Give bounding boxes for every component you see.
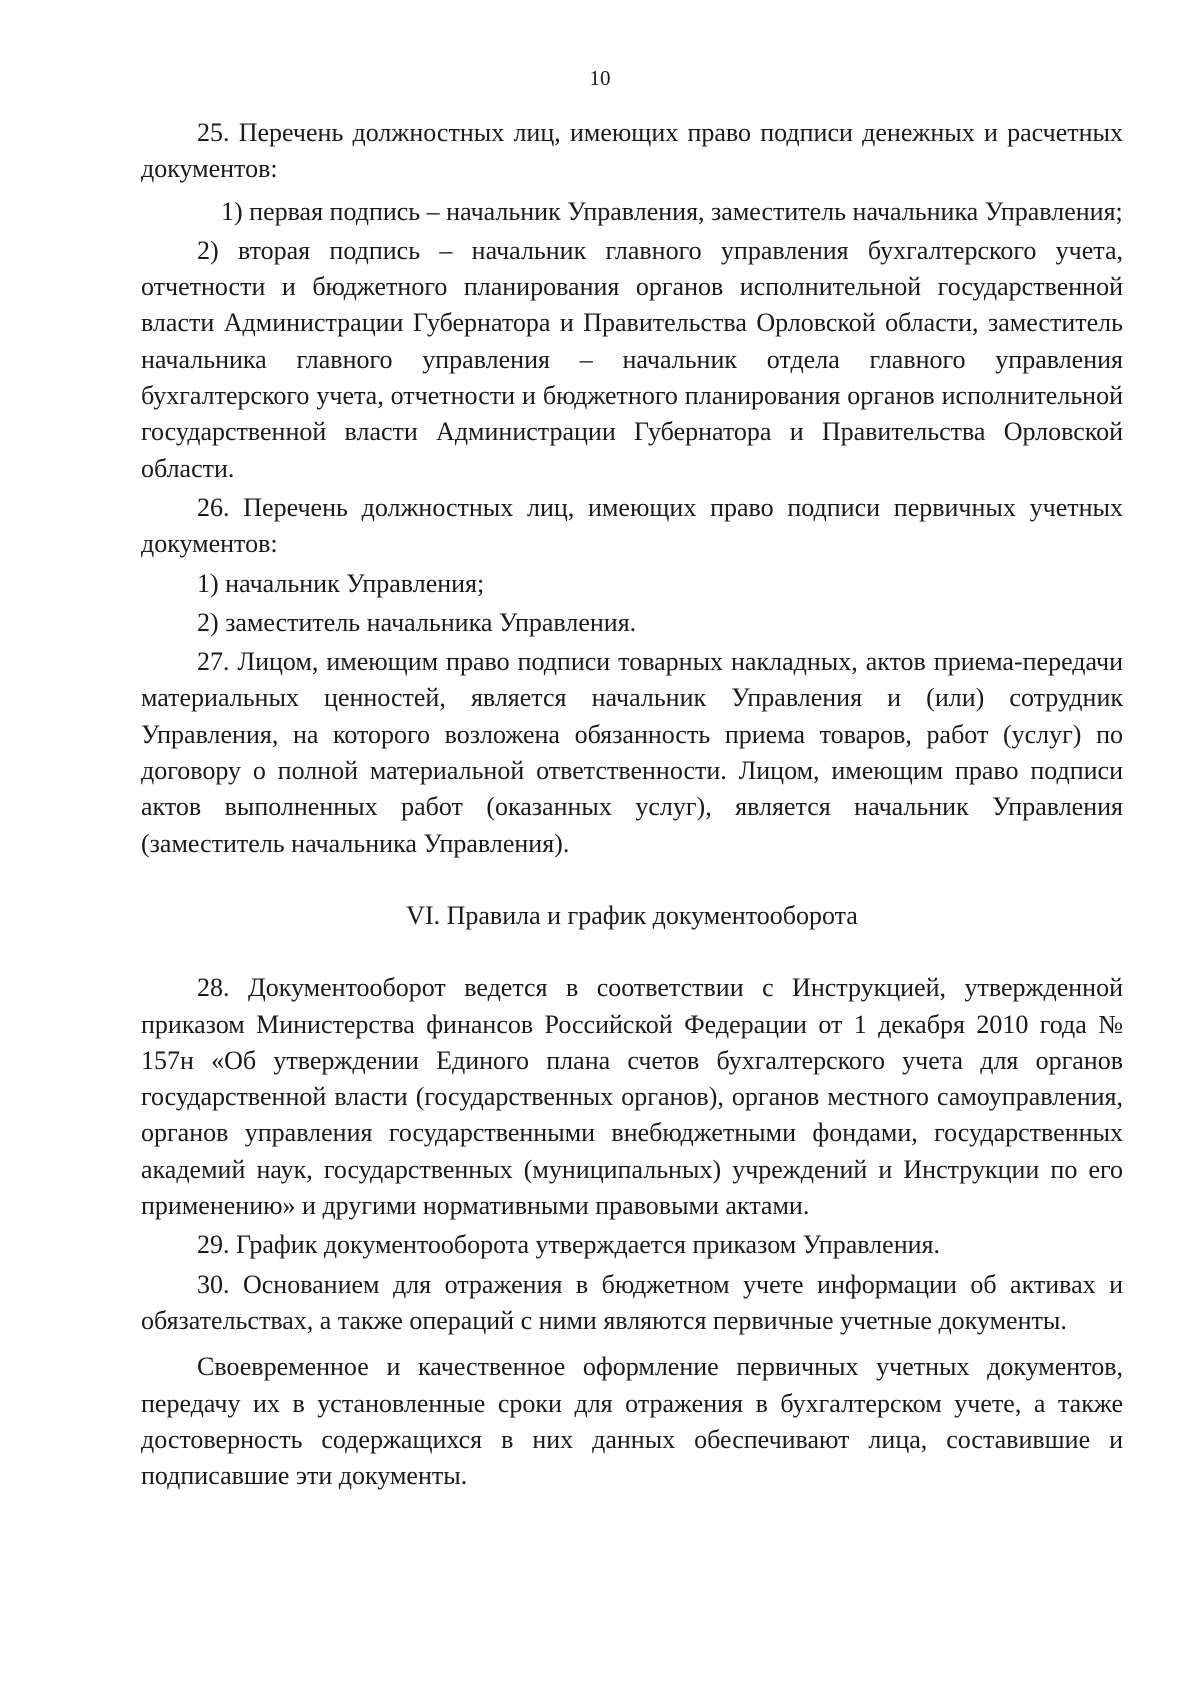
paragraph-25-item-1: 1) первая подпись – начальник Управления, заместитель начальника Управления; [221, 196, 1123, 226]
paragraph-26: 26. Перечень должностных лиц, имеющих право подписи первичных учетных документов: [141, 492, 1123, 559]
paragraph-30: 30. Основанием для отражения в бюджетном учете информации об активах и обязательствах, а также операций с ними являются первичные учетные документы. [141, 1269, 1123, 1335]
document-body [141, 115, 1123, 1494]
page-number: 10 [589, 66, 611, 90]
paragraph-25-item-2: 2) вторая подпись – начальник главного управления бухгалтерского учета, отчетности и бюджетного планирования органов исполнительной государственной власти Администрации Губернатора и Правительства Орловской области, заместитель начальника главного управления – начальник отдела главного управления бухгалтерского учета, отчетности и бюджетного планирования органов исполнительной государственной власти Администрации Губернатора и Правительства Орловской области. [141, 235, 1123, 483]
paragraph-26-item-1: 1) начальник Управления; [197, 568, 485, 598]
paragraph-26-item-2: 2) заместитель начальника Управления. [197, 607, 637, 637]
paragraph-25: 25. Перечень должностных лиц, имеющих право подписи денежных и расчетных документов: [141, 118, 1123, 184]
section-heading: VI. Правила и график документооборота [406, 900, 858, 930]
paragraph-27: 27. Лицом, имеющим право подписи товарных накладных, актов приема-передачи материальных ценностей, является начальник Управления и (или) сотрудник Управления, на которого возложена обязанность приема товаров, работ (услуг) по договору о полной материальной ответственности. Лицом, имеющим право подписи актов выполненных работ (оказанных услуг), является начальник Управления (заместитель начальника Управления). [141, 647, 1123, 858]
paragraph-28: 28. Документооборот ведется в соответствии с Инструкцией, утвержденной приказом Министерства финансов Российской Федерации от 1 декабря 2010 года № 157н «Об утверждении Единого плана счетов бухгалтерского учета для органов государственной власти (государственных органов), органов местного самоуправления, органов управления государственными внебюджетными фондами, государственных академий наук, государственных (муниципальных) учреждений и Инструкции по его применению» и другими нормативными правовыми актами. [141, 973, 1123, 1221]
paragraph-30-continuation: Своевременное и качественное оформление первичных учетных документов, передачу их в установленные сроки для отражения в бухгалтерском учете, а также достоверность содержащихся в них данных обеспечивают лица, составившие и подписавшие эти документы. [141, 1352, 1123, 1491]
paragraph-29: 29. График документооборота утверждается приказом Управления. [197, 1230, 940, 1260]
